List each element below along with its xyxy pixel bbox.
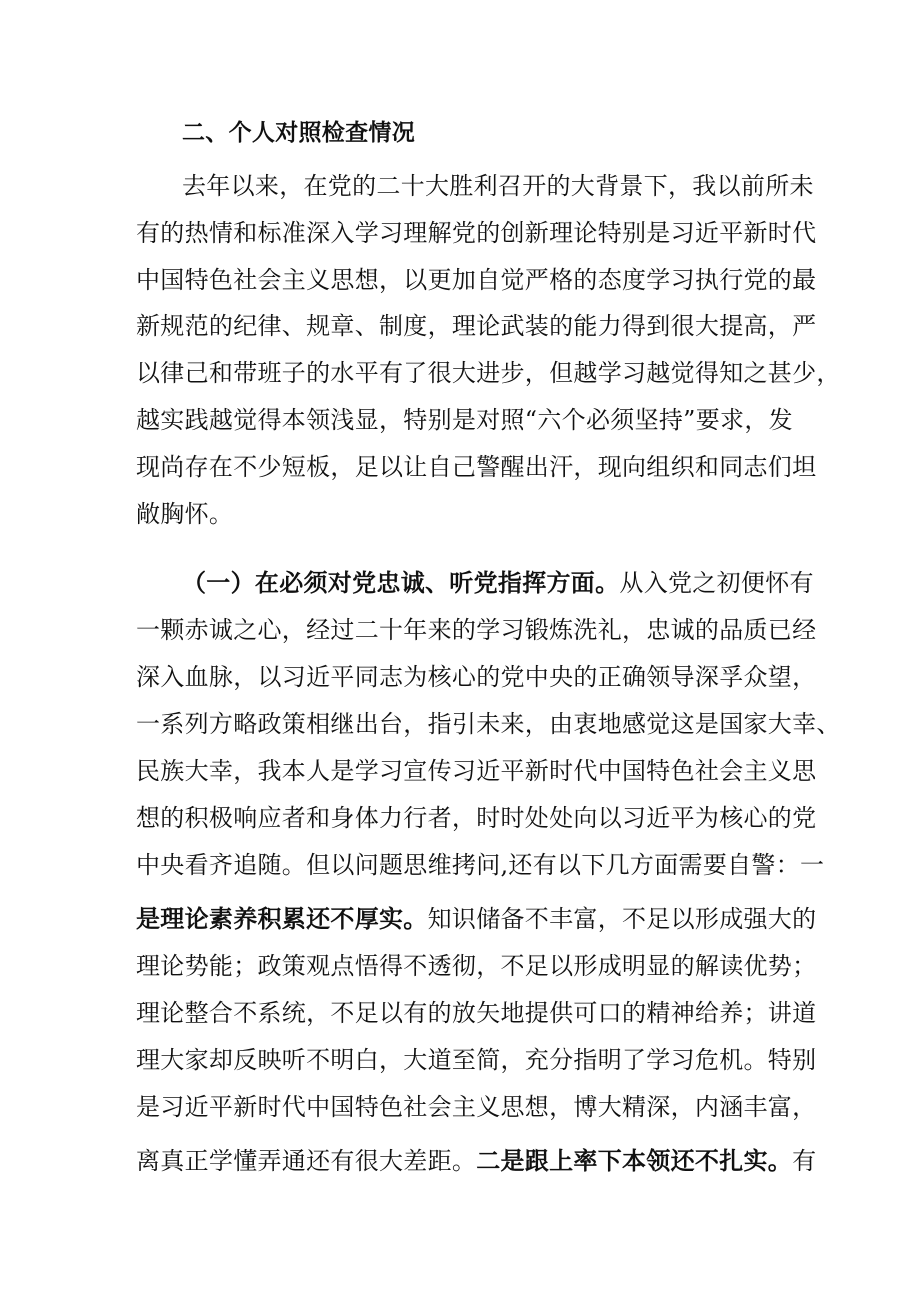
intro-line: 以律己和带班子的水平有了很大进步，但越学习越觉得知之甚少， bbox=[136, 359, 841, 387]
subsection-title: （一）在必须对党忠诚、听党指挥方面。 bbox=[182, 569, 620, 597]
body-line: 民族大幸，我本人是学习宣传习近平新时代中国特色社会主义思 bbox=[136, 757, 817, 785]
body-line: 一颗赤诚之心，经过二十年来的学习锻炼洗礼，忠诚的品质已经 bbox=[136, 616, 817, 644]
subsection-first-line bbox=[182, 563, 814, 603]
body-text: 离真正学懂弄通还有很大差距。 bbox=[136, 1147, 477, 1175]
intro-line: 敞胸怀。 bbox=[136, 500, 234, 528]
body-line: 一系列方略政策相继出台，指引未来，由衷地感觉这是国家大幸、 bbox=[136, 710, 841, 738]
intro-line: 有的热情和标准深入学习理解党的创新理论特别是习近平新时代 bbox=[136, 219, 817, 247]
intro-line: 越实践越觉得本领浅显，特别是对照“六个必须坚持”要求，发 bbox=[136, 406, 793, 434]
body-text: 有 bbox=[792, 1147, 817, 1175]
body-line: 理论势能；政策观点悟得不透彻，不足以形成明显的解读优势； bbox=[136, 952, 817, 980]
section-heading: 二、个人对照检查情况 bbox=[182, 120, 415, 146]
point-first-line bbox=[136, 899, 817, 939]
point1-text: 知识储备不丰富，不足以形成强大的 bbox=[427, 905, 817, 933]
subsection-text: 从入党之初便怀有 bbox=[619, 569, 814, 597]
intro-line: 现尚存在不少短板，足以让自己警醒出汗，现向组织和同志们坦 bbox=[136, 453, 817, 481]
intro-line: 去年以来，在党的二十大胜利召开的大背景下，我以前所未 bbox=[182, 172, 814, 200]
intro-line: 中国特色社会主义思想，以更加自觉严格的态度学习执行党的最 bbox=[136, 266, 817, 294]
body-line: 理论整合不系统，不足以有的放矢地提供可口的精神给养；讲道 bbox=[136, 999, 817, 1027]
body-line: 理大家却反映听不明白，大道至简，充分指明了学习危机。特别 bbox=[136, 1046, 817, 1074]
point-last-line bbox=[136, 1141, 817, 1181]
body-line: 中央看齐追随。但以问题思维拷问,还有以下几方面需要自警：一 bbox=[136, 851, 825, 879]
body-line: 是习近平新时代中国特色社会主义思想，博大精深，内涵丰富， bbox=[136, 1093, 817, 1121]
body-line: 深入血脉，以习近平同志为核心的党中央的正确领导深孚众望， bbox=[136, 663, 817, 691]
point2-title: 二是跟上率下本领还不扎实。 bbox=[476, 1147, 793, 1175]
intro-line: 新规范的纪律、规章、制度，理论武装的能力得到很大提高，严 bbox=[136, 312, 817, 340]
body-line: 想的积极响应者和身体力行者，时时处处向以习近平为核心的党 bbox=[136, 804, 817, 832]
point1-title: 是理论素养积累还不厚实。 bbox=[136, 905, 428, 933]
